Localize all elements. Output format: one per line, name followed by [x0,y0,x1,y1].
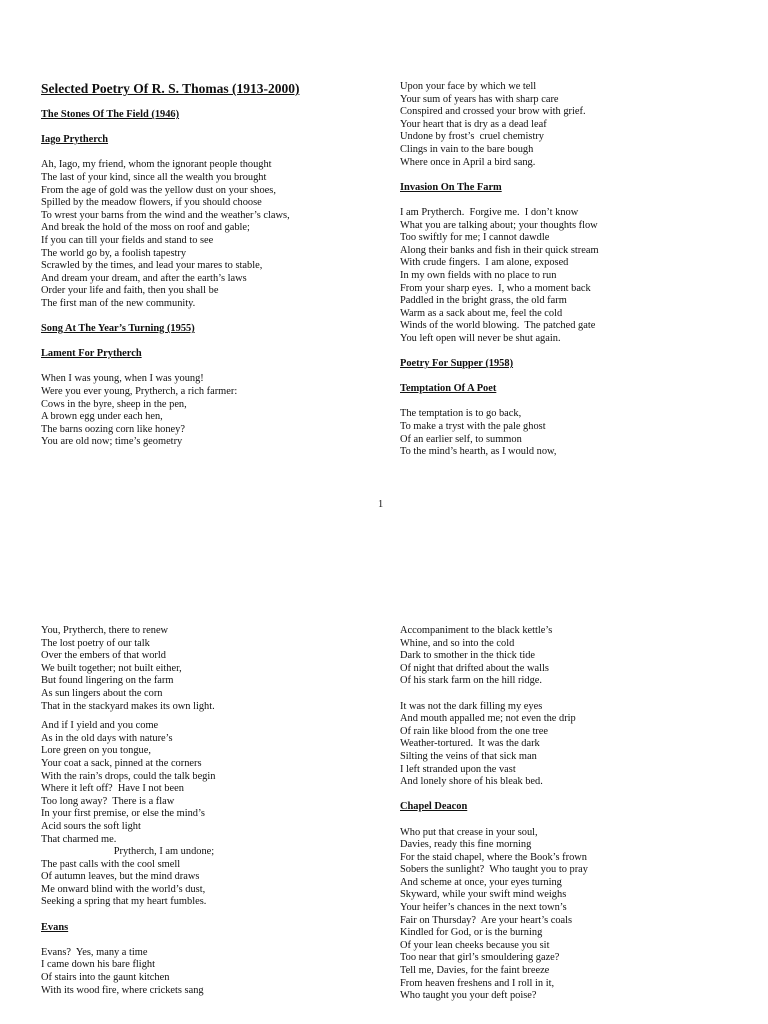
stanza-gap [41,361,381,374]
section-heading: Invasion On The Farm [400,181,502,193]
poem-line: Winds of the world blowing. The patched gate [400,320,596,332]
stanza-gap [400,345,740,358]
poem-line: Order your life and faith, then you shall be [41,285,219,297]
poem-line: You left open will never be shut again. [400,332,561,344]
poem-line: Your heifer’s chances in the next town’s [400,902,567,914]
section-heading: Temptation Of A Poet [400,383,497,395]
stanza-gap [400,169,740,182]
poem-line: When I was young, when I was young! [41,373,204,385]
poem-line: In my own fields with no place to run [400,269,557,281]
poem-line: To make a tryst with the pale ghost [400,421,546,433]
poem-line: Conspired and crossed your brow with grief. [400,106,586,118]
poem-line: With crude fingers. I am alone, exposed [400,257,569,269]
poem-line: That in the stackyard makes its own light. [41,700,215,712]
page-number: 1 [378,499,384,510]
poem-line: From the age of gold was the yellow dust on your shoes, [41,184,276,196]
page2-left-content [41,625,381,997]
poem-line: From heaven freshens and I roll in it, [400,977,555,989]
poem-line: Undone by frost’s cruel chemistry [400,131,544,143]
poem-line: Ah, Iago, my friend, whom the ignorant people thought [41,159,272,171]
poem-line: The past calls with the cool smell [41,858,181,870]
section-heading: Iago Prytherch [41,134,109,146]
poem-line: Warm as a sack about me, feel the cold [400,307,563,319]
document-title: Selected Poetry Of R. S. Thomas (1913-2000) [41,81,300,96]
poem-line: Of his stark farm on the hill ridge. [400,675,542,687]
poem-line: The world go by, a foolish tapestry [41,247,187,259]
poem-line: Your heart that is dry as a dead leaf [400,118,547,130]
poem-line: Prytherch, I am undone; [41,846,215,858]
poem-line: To wrest your barns from the wind and the weather’s claws, [41,209,290,221]
poem-line: Kindled for God, or is the burning [400,927,543,939]
poem-line: Along their banks and fish in their quick stream [400,244,599,256]
poem-line: From your sharp eyes. I, who a moment back [400,282,591,294]
poem-line: Spilled by the meadow flowers, if you should choose [41,197,262,209]
section-heading: Poetry For Supper (1958) [400,358,514,370]
stanza-gap [400,194,740,207]
poem-line: Too long away? There is a flaw [41,795,175,807]
poem-line: Davies, ready this fine morning [400,839,532,851]
poem-line: A brown egg under each hen, [41,411,163,423]
poem-line: I came down his bare flight [41,959,155,971]
poem-line: Evans? Yes, many a time [41,946,148,958]
poem-line: You, Prytherch, there to renew [41,625,169,636]
poem-line: Lore green on you tongue, [41,745,151,757]
page1-left-content [41,109,381,449]
poem-line: What you are talking about; your thoughts flow [400,219,598,231]
poem-line: Over the embers of that world [41,650,166,662]
poem-line: The barns oozing corn like honey? [41,423,185,435]
poem-line: Sobers the sunlight? Who taught you to pray [400,864,588,876]
poem-line: I left stranded upon the vast [400,763,516,775]
poem-line: To the mind’s hearth, as I would now, [400,446,557,458]
poem-line: The last of your kind, since all the wealth you brought [41,171,267,183]
poem-line: And break the hold of the moss on roof and gable; [41,222,250,234]
stanza-gap [41,147,381,160]
poem-line: Were you ever young, Prytherch, a rich farmer: [41,386,238,398]
stanza-gap [41,122,381,135]
poem-line: It was not the dark filling my eyes [400,700,543,712]
page1-right-content [400,81,740,459]
poem-line: And mouth appalled me; not even the drip [400,713,576,725]
poem-line: Of stairs into the gaunt kitchen [41,972,170,984]
poem-line: And if I yield and you come [41,720,159,732]
poem-line: You are old now; time’s geometry [41,436,183,448]
section-heading: Chapel Deacon [400,801,468,813]
poem-line: For the staid chapel, where the Book’s frown [400,851,587,863]
stanza-gap [41,311,381,324]
section-heading: Song At The Year’s Turning (1955) [41,323,195,335]
poem-line: Your coat a sack, pinned at the corners [41,757,202,769]
stanza-gap [41,713,381,720]
poem-line: Of autumn leaves, but the mind draws [41,871,200,883]
poem-line: And dream your dream, and after the earth’s laws [41,272,247,284]
poem-line: Silting the veins of that sick man [400,750,537,762]
poem-line: As sun lingers about the corn [41,687,163,699]
poem-line: Of rain like blood from the one tree [400,725,549,737]
poem-line: Who put that crease in your soul, [400,826,538,838]
poem-line: Clings in vain to the bare bough [400,143,534,155]
poem-line: Too near that girl’s smouldering gaze? [400,952,560,964]
poem-line: We built together; not built either, [41,662,182,674]
poem-line: Paddled in the bright grass, the old farm [400,295,567,307]
poem-line: Tell me, Davies, for the faint breeze [400,965,550,977]
poem-line: Your sum of years has with sharp care [400,93,559,105]
poem-line: As in the old days with nature’s [41,732,173,744]
poem-line: The temptation is to go back, [400,408,522,420]
poem-line: Fair on Thursday? Are your heart’s coals [400,914,573,926]
section-heading: Lament For Prytherch [41,348,142,360]
poem-line: In your first premise, or else the mind’s [41,808,205,820]
poem-line: Scrawled by the times, and lead your mares to stable, [41,260,263,272]
section-heading: Evans [41,921,69,933]
poem-line: Weather-tortured. It was the dark [400,738,540,750]
poem-line: Accompaniment to the black kettle’s [400,625,553,636]
stanza-gap [400,789,740,802]
stanza-gap [41,934,381,947]
stanza-gap [41,909,381,922]
poem-line: Of an earlier self, to summon [400,433,522,445]
stanza-gap [400,371,740,384]
poem-line: Too swiftly for me; I cannot dawdle [400,232,550,244]
poem-line: Where once in April a bird sang. [400,156,536,168]
page2-right-column [400,625,740,1003]
poem-line: With the rain’s drops, could the talk begin [41,770,216,782]
poem-line: Who taught you your deft poise? [400,990,537,1002]
poem-line: Of your lean cheeks because you sit [400,939,550,951]
poem-line: With its wood fire, where crickets sang [41,984,204,996]
page2-right-content [400,625,740,1003]
stanza-gap [400,688,740,701]
poem-line: Me onward blind with the world’s dust, [41,883,206,895]
poem-line: Upon your face by which we tell [400,81,537,92]
poem-line: The first man of the new community. [41,297,196,309]
poem-line: The lost poetry of our talk [41,637,150,649]
poem-line: Of night that drifted about the walls [400,662,549,674]
poem-line: Skyward, while your swift mind weighs [400,889,567,901]
poem-line: If you can till your fields and stand to see [41,234,214,246]
page2-left-column [41,625,381,997]
section-heading: The Stones Of The Field (1946) [41,109,180,120]
stanza-gap [41,336,381,349]
stanza-gap [400,814,740,827]
poem-line: Seeking a spring that my heart fumbles. [41,896,207,908]
page1-left-column [41,81,381,449]
poem-line: I am Prytherch. Forgive me. I don’t know [400,206,579,218]
poem-line: Cows in the byre, sheep in the pen, [41,398,187,410]
poem-line: Whine, and so into the cold [400,637,515,649]
poem-line: Where it left off? Have I not been [41,783,184,795]
poem-line: Acid sours the soft light [41,820,141,832]
poem-line: And scheme at once, your eyes turning [400,876,562,888]
poem-line: But found lingering on the farm [41,675,174,687]
poem-line: And lonely shore of his bleak bed. [400,776,543,788]
poem-line: That charmed me. [41,833,117,845]
stanza-gap [400,396,740,409]
page1-right-column [400,81,740,459]
poem-line: Dark to smother in the thick tide [400,650,536,662]
